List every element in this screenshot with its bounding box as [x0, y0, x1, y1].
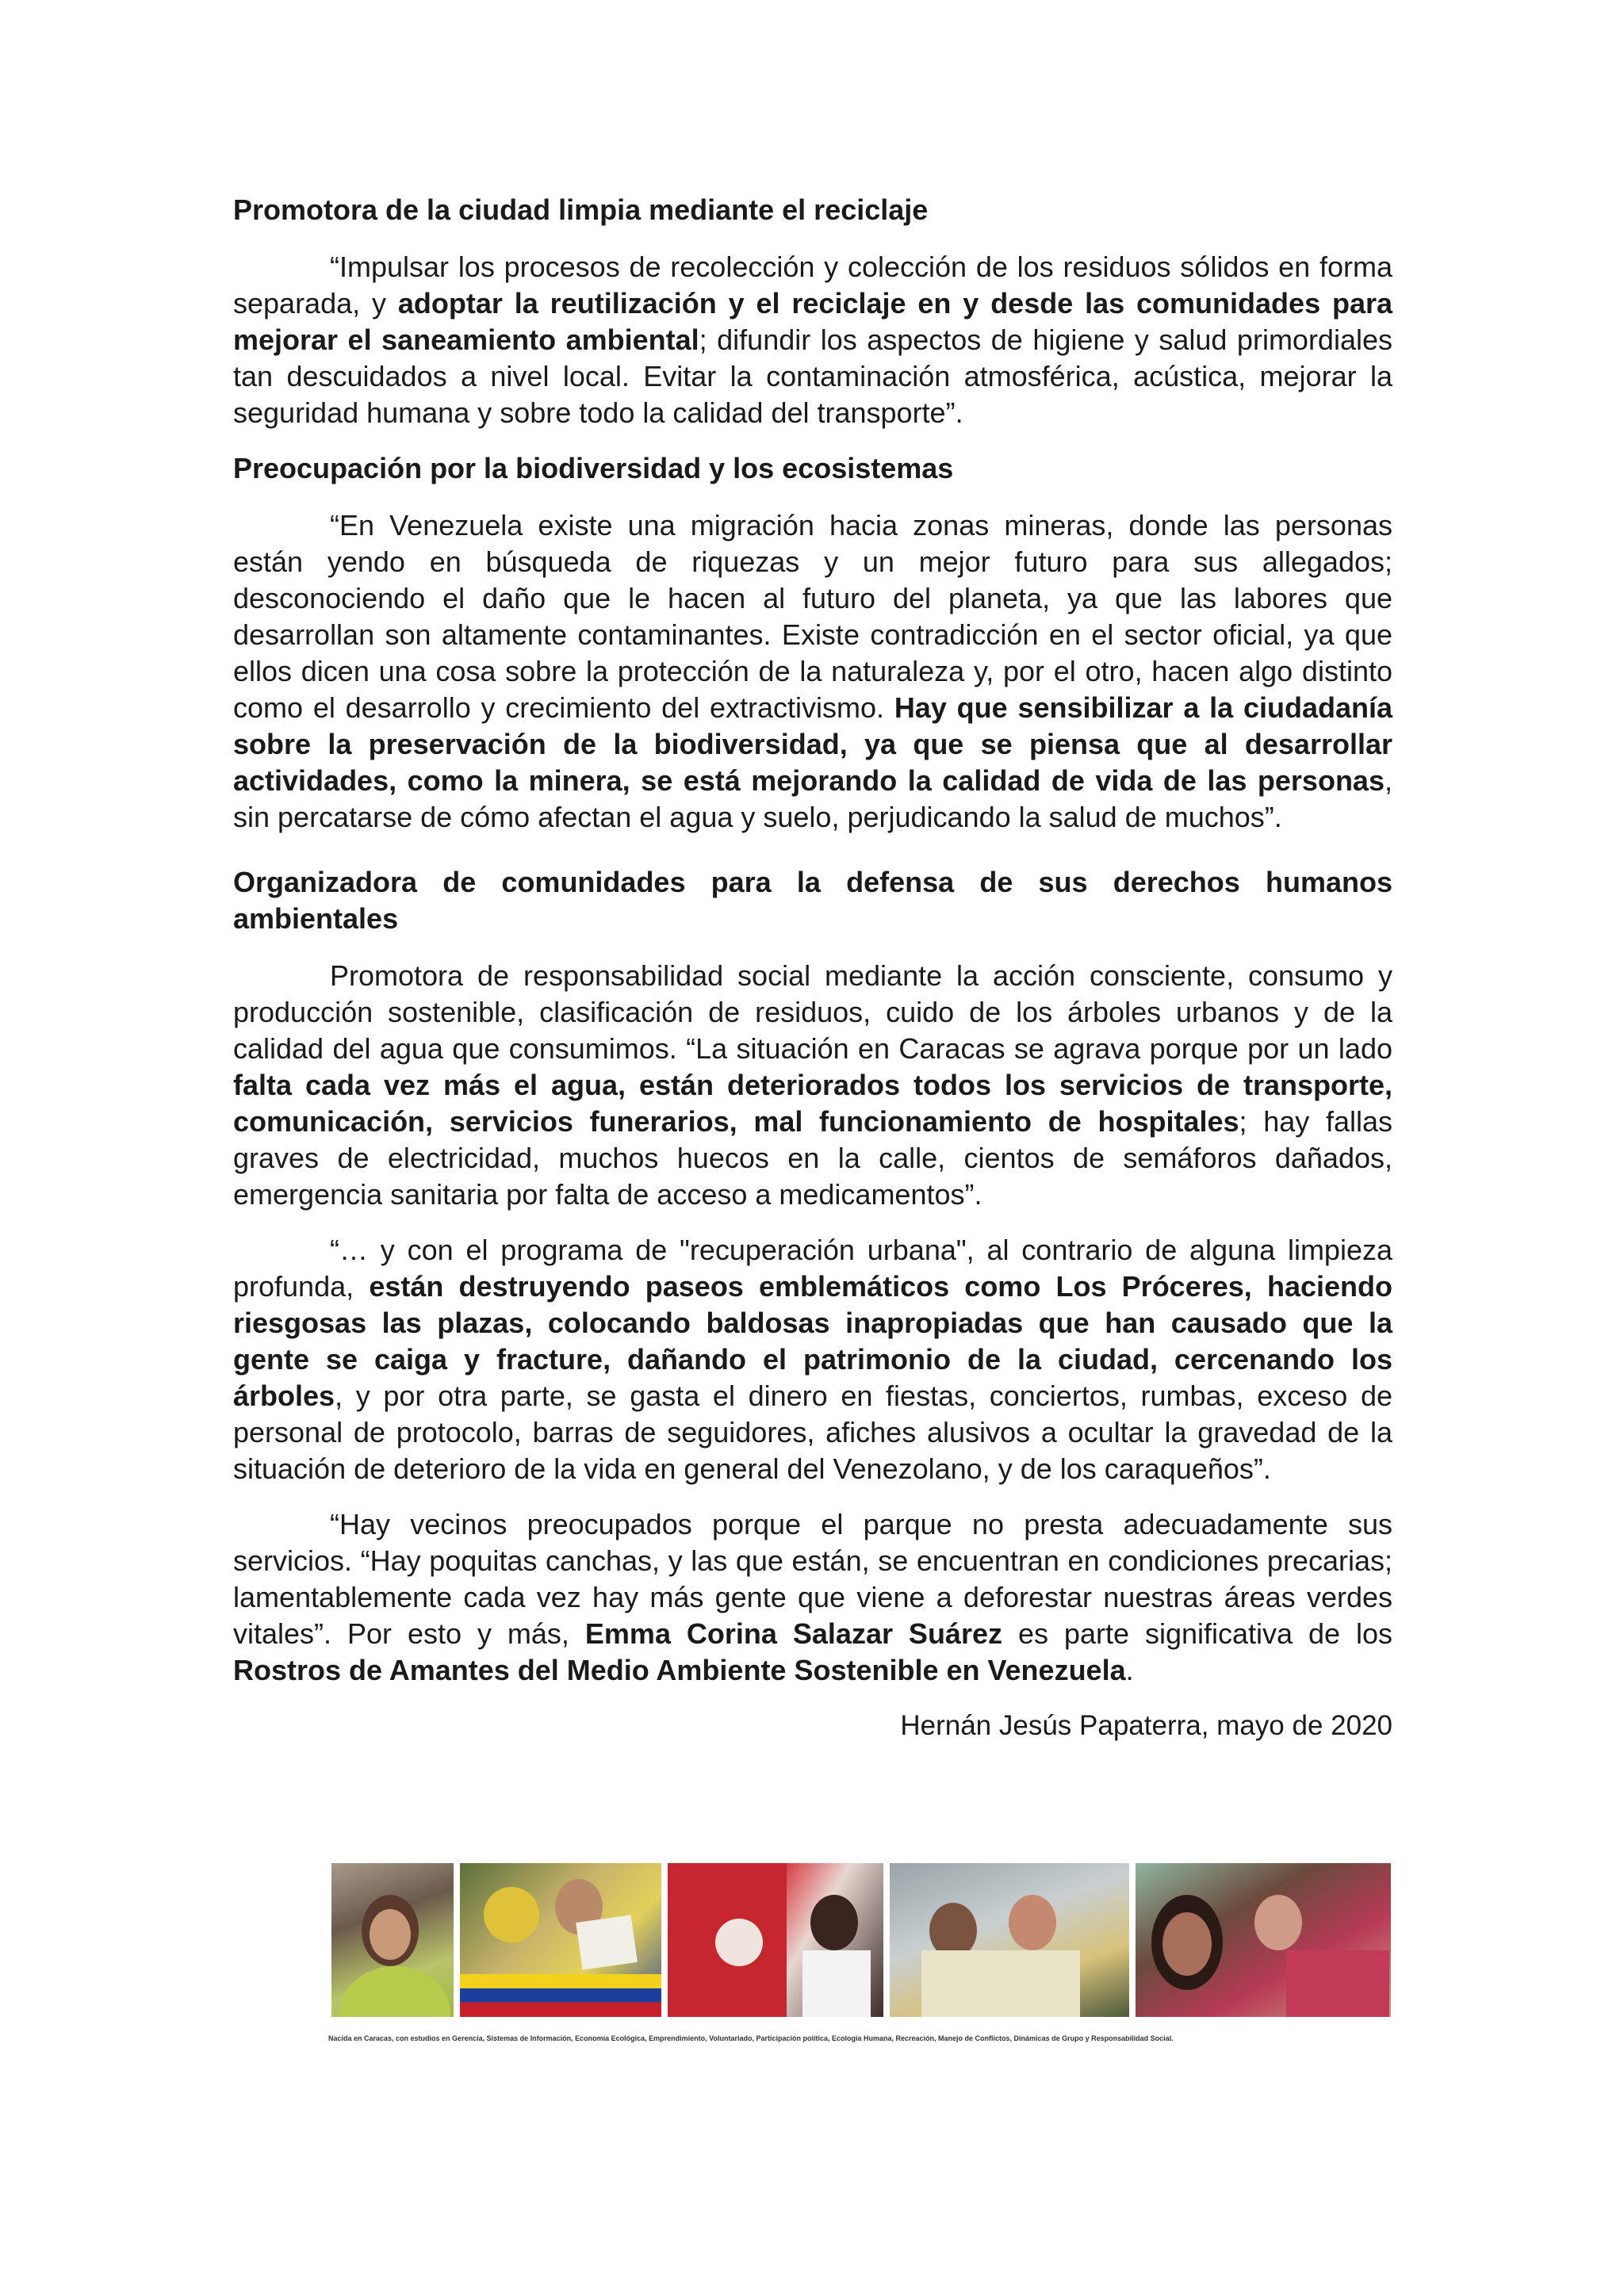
paragraph-biodiversity: [233, 507, 1392, 836]
protest-photo: [460, 1863, 661, 2017]
group-photo: [890, 1863, 1129, 2017]
section-heading-biodiversity: Preocupación por la biodiversidad y los ecosistemas: [233, 452, 954, 484]
document-body: [233, 192, 1392, 1744]
bold-text-run: Emma Corina Salazar Suárez: [584, 1617, 1002, 1650]
text-run: es parte significativa de los: [1002, 1617, 1393, 1650]
paragraph-park-neighbors: [233, 1506, 1392, 1689]
bold-text-run: adoptar la reutilización y el reciclaje en y desde las comunidades para mejorar el saneamiento ambiental: [233, 287, 1393, 356]
text-run: , y por otra parte, se gasta el dinero en fiestas, conciertos, rumbas, exceso de personal de protocolo, barras de seguidores, afiches alusivos a ocultar la gravedad de la situación de deterioro de la vida en general del Venezolano, y de los caraqueños”.: [233, 1380, 1392, 1485]
text-run: “En Venezuela existe una migración hacia zonas mineras, donde las personas están yendo en búsqueda de riquezas y un mejor futuro para sus allegados; desconociendo el daño que le hacen al futuro del planeta, ya que las labores que desarrollan son altamente contaminantes. Existe contradicción en el sector oficial, ya que ellos dicen una cosa sobre la protección de la naturaleza y, por el otro, hacen algo distinto como el desarrollo y crecimiento del extractivismo.: [233, 509, 1392, 724]
section-heading-recycling: Promotora de la ciudad limpia mediante el reciclaje: [233, 193, 929, 226]
portrait-photo: [331, 1863, 454, 2017]
photo-strip: [331, 1863, 1391, 2017]
biography-caption: Nacida en Caracas, con estudios en Gerencia, Sistemas de Información, Economía Ecológica, Emprendimiento, Voluntariado, Participación política, Ecología Humana, Recreación, Manejo de Conflictos, Dinámicas de Grupo y Responsabilidad Social.: [328, 2034, 1174, 2042]
paragraph-social-responsibility: [233, 958, 1392, 1213]
section-heading-community-rights: Organizadora de comunidades para la defensa de sus derechos humanos ambientales: [233, 866, 1392, 935]
text-run: “Hay vecinos preocupados porque el parque no presta adecuadamente sus servicios. “Hay poquitas canchas, y las que están, se encuentran en condiciones precarias; lamentablemente cada vez hay más gente que viene a deforestar nuestras áreas verdes vitales”. Por esto y más,: [233, 1508, 1392, 1650]
text-run: , sin percatarse de cómo afectan el agua y suelo, perjudicando la salud de muchos”.: [233, 764, 1392, 833]
text-run: ; hay fallas graves de electricidad, muchos huecos en la calle, cientos de semáforos dañados, emergencia sanitaria por falta de acceso a medicamentos”.: [233, 1105, 1393, 1211]
text-run: Promotora de responsabilidad social mediante la acción consciente, consumo y producción sostenible, clasificación de residuos, cuido de los árboles urbanos y de la calidad del agua que consumimos. “La situación en Caracas se agrava porque por un lado: [233, 959, 1392, 1065]
bold-text-run: Rostros de Amantes del Medio Ambiente Sostenible en Venezuela: [233, 1654, 1126, 1686]
author-signature: Hernán Jesús Papaterra, mayo de 2020: [900, 1710, 1392, 1741]
text-run: .: [1125, 1654, 1134, 1686]
paragraph-recycling: [233, 249, 1392, 431]
text-run: “Impulsar los procesos de recolección y colección de los residuos sólidos en forma separada, y: [233, 251, 1392, 320]
text-run: ; difundir los aspectos de higiene y salud primordiales tan descuidados a nivel local. Evitar la contaminación atmosférica, acústica, mejorar la seguridad humana y sobre todo la calidad del transporte”.: [233, 323, 1392, 429]
text-run: “… y con el programa de "recuperación urbana", al contrario de alguna limpieza profunda,: [233, 1234, 1392, 1303]
event-poster-photo: [668, 1863, 883, 2017]
bold-text-run: Hay que sensibilizar a la ciudadanía sobre la preservación de la biodiversidad, ya que se piensa que al desarrollar actividades, como la minera, se está mejorando la calidad de vida de las personas: [233, 691, 1392, 797]
bold-text-run: falta cada vez más el agua, están deteriorados todos los servicios de transporte, comunicación, servicios funerarios, mal funcionamiento de hospitales: [233, 1069, 1392, 1138]
community-photo: [1136, 1863, 1391, 2017]
bold-text-run: están destruyendo paseos emblemáticos como Los Próceres, haciendo riesgosas las plazas, colocando baldosas inapropiadas que han causado que la gente se caiga y fracture, dañando el patrimonio de la ciudad, cercenando los árboles: [233, 1270, 1392, 1412]
paragraph-urban-recovery: [233, 1232, 1392, 1487]
